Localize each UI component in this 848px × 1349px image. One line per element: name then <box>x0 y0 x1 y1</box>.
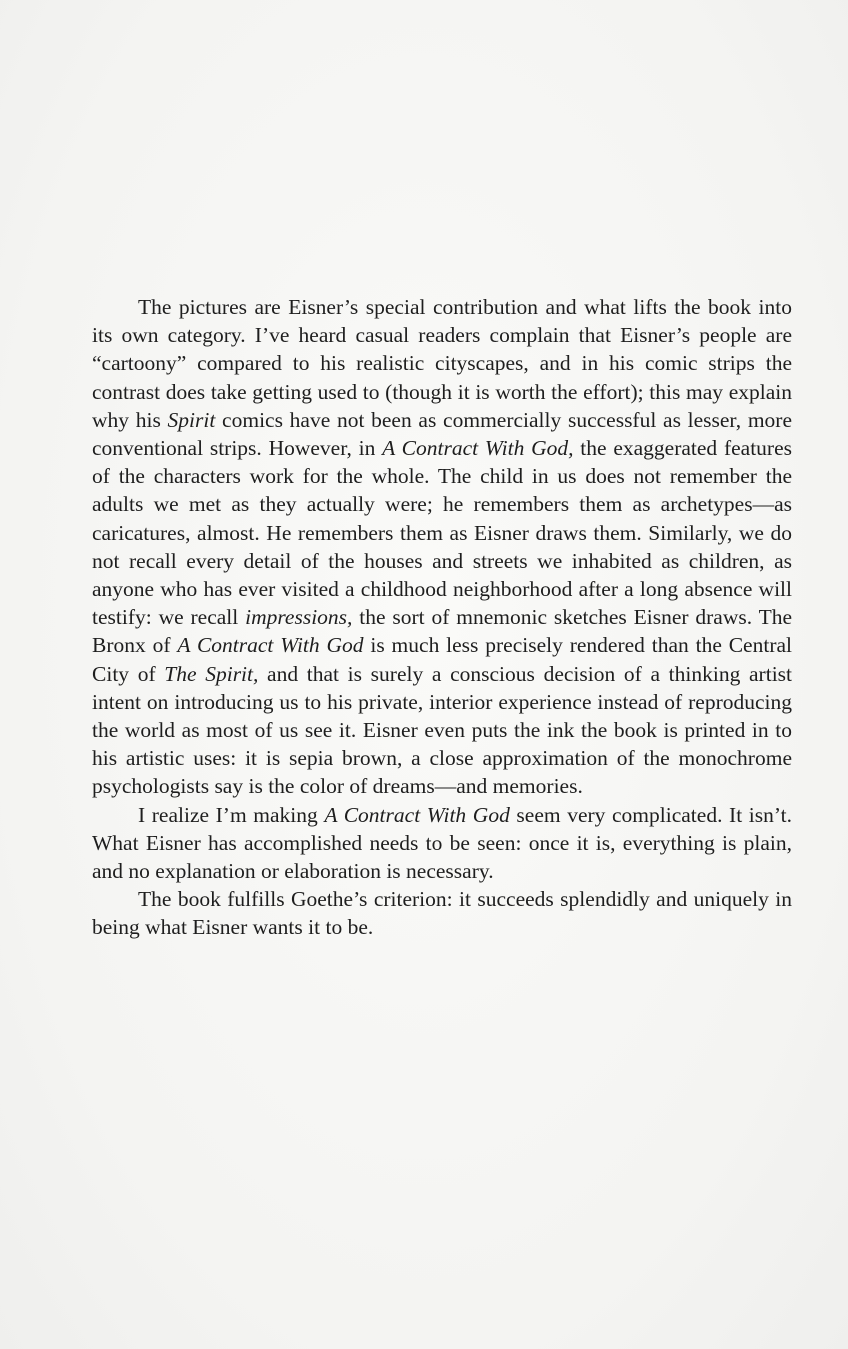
italic-title: Spirit <box>167 407 216 432</box>
text-run: I realize I’m making <box>138 802 325 827</box>
text-run: is much less precisely rendered than the Central City of <box>92 633 792 686</box>
text-run: The pictures are Eisner’s special contribution and what lifts the book into its own category. I’ve heard casual readers complain that Eisner’s people are “cartoony” compared to his realistic cityscapes, and in his comic strips the contrast does take getting used to (though it is worth the effort); this may explain why his <box>92 295 792 432</box>
text-run: seem very complicated. It isn’t. What Eisner has accomplished needs to be seen: once it is, everything is plain, and no explanation or elaboration is necessary. <box>92 802 792 884</box>
paragraph <box>92 885 792 941</box>
text-run: comics have not been as commercially successful as lesser, more conventional strips. However, in <box>92 407 792 461</box>
text-run: and that is surely a conscious decision of a thinking artist intent on introducing us to his private, interior experience instead of reproducing the world as most of us see it. Eisner even puts the ink the book is printed in to his artistic uses: it is sepia brown, a close approximation of the monochrome psychologists say is the color of dreams—and memories. <box>92 661 793 799</box>
paragraph <box>92 801 792 886</box>
italic-title: The Spirit, <box>164 661 259 686</box>
italic-emphasis: impressions, <box>245 605 353 630</box>
text-run: the exaggerated features of the characters work for the whole. The child in us does not remember the adults we met as they actually were; he remembers them as archetypes—as caricatures, almost. He remembers them as Eisner draws them. Similarly, we do not recall every detail of the houses and streets we inhabited as children, as anyone who has ever visited a childhood neighborhood after a long absence will testify: we recall <box>92 436 792 630</box>
italic-title: A Contract With God, <box>382 436 574 461</box>
italic-title: A Contract With God <box>177 633 364 658</box>
paragraph <box>92 293 792 801</box>
italic-title: A Contract With God <box>324 802 510 827</box>
body-text <box>92 293 792 942</box>
text-run: The book fulfills Goethe’s criterion: it succeeds splendidly and uniquely in being what Eisner wants it to be. <box>92 887 792 940</box>
text-run: the sort of mnemonic sketches Eisner draws. The Bronx of <box>92 605 792 658</box>
